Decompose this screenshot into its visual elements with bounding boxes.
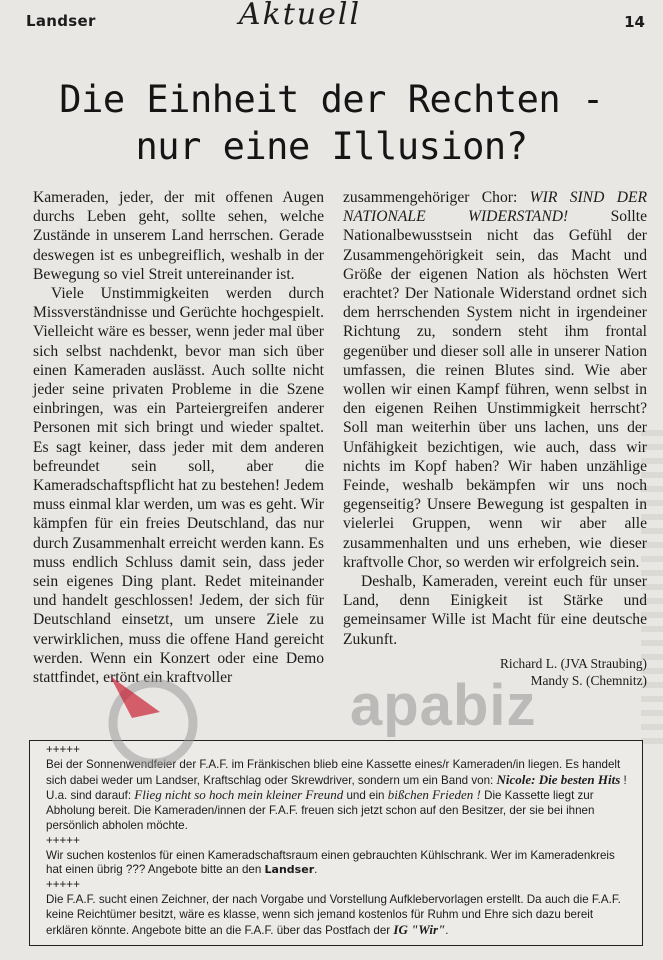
notice-1-album: Nicole: Die besten Hits [496,771,621,787]
paragraph-4: Deshalb, Kameraden, vereint euch für unser Land, denn Einigkeit ist Stärke und gemeinsamer Wille ist Macht für eine deutsche Zukunft. [343,573,647,648]
paragraph-3-start: zusammengehöriger Chor: [343,189,530,206]
watermark-arrow-icon [98,668,208,778]
notice-1-song-2: bißchen Frieden ! [387,787,481,803]
paragraph-1: Kameraden, jeder, der mit offenen Augen durchs Leben geht, sollte sehen, welche Zustände in unserem Land herrschen. Gerade deswegen ist es unbegreiflich, weshalb in der Bewegung so viel Streit untereinander ist. [33,189,324,283]
notice-3-text-a: Die F.A.F. sucht einen Zeichner, der nach Vorgabe und Vorstellung Aufklebervorlagen erstellt. Da auch die F.A.F. keine Reichtümer besitzt, wäre es klasse, wenn sich jemand kostenlos für Ruhm und Ehre sich dazu bereit erklären könnte. Angebote bitte an die F.A.F. über das Postfach der [46,892,621,937]
notice-1-text-a: Bei der Sonnenwendfeier der F.A.F. im Fränkischen blieb eine Kassette eines/r Kameraden/in liegen. Es handelt sich dabei weder um Landser, Kraftschlag oder Skrewdriver, sondern um ein Band von: [46,757,621,787]
notice-1-text-d: Die Kassette liegt zur Abholung bereit. Die Kameraden/innen der F.A.F. freuen sich jetzt schon auf den Besitzer, der sie bei ihnen persönlich abholen möchte. [46,789,595,832]
publication-name: Landser [26,12,96,30]
notice-3-group: IG "Wir" [393,921,446,937]
paragraph-3-rest: Sollte Nationalbewusstsein nicht das Gefühl der Zusammengehörigkeit sein, das Macht und Größe der eigenen Nation als höchsten Wert erachtet? Der Nationale Widerstand ordnet sich dem herrschenden System nicht in irgendeiner Richtung zu, sondern steht ihm frontal gegenüber und dieser soll alle in unserer Nation umfassen, die reinen Blutes sind. Wie aber wollen wir einen Kampf führen, wenn selbst in den eigenen Reihen Unstimmigkeit herrscht? Soll man weiterhin über uns lachen, uns der Unfähigkeit bezichtigen, wie auch, dass wir nichts im Kopf haben? Wir haben unzählige Feinde, weshalb bekämpfen wir uns noch gegenseitig? Unsere Bewegung ist gespalten in vielerlei Gruppen, wenn wir aber alle zusammenhalten und uns erheben, wie dieser kraftvolle Chor, so werden wir erfolgreich sein. [343,208,647,571]
section-heading: Aktuell [238,0,362,32]
watermark-logo: apabiz [350,673,537,738]
signature-2: Mandy S. (Chemnitz) [530,672,647,688]
notice-separator: +++++ [46,743,80,756]
signature-1: Richard L. (JVA Straubing) [499,655,647,671]
notice-separator: +++++ [46,878,80,892]
notice-fridge-wanted [46,849,632,879]
page-number: 14 [624,13,645,31]
title-line-1: Die Einheit der Rechten - [59,78,604,121]
slogan-emphasis: WIR SIND DER NATIONALE WIDERSTAND! [343,189,647,226]
notice-1-text-b: ! U.a. sind darauf: [46,773,627,803]
notice-1-text-c: und ein [343,789,388,803]
notice-2-text-b: . [314,863,318,877]
paragraph-2: Viele Unstimmigkeiten werden durch Missverständnisse und Gerüchte hochgespielt. Vielleicht wäre es besser, wenn jeder mal über sich selbst nachdenkt, bevor man sich über einen Kameraden auslässt. Auch sollte nicht jeder seine privaten Probleme in die Szene einbringen, was ein Parteiergreifen anderer Personen mit sich bringt und wieder spaltet. Es sagt keiner, dass jeder mit dem anderen befreundet sein soll, aber die Kameradschaftspflicht hat zu bestehen! Jedem muss einmal klar werden, um was es geht. Wir kämpfen für ein freies Deutschland, das nur durch Zusammenhalt erreicht werden kann. Es muss endlich Schluss damit sein, dass jeder sein eigenes Ding plant. Redet miteinander und handelt geschlossen! Jedem, der sich für Deutschland einsetzt, um unsere Ziele zu verwirklichen, muss die offene Hand gereicht werden. Wenn ein Konzert oder eine Demo stattfindet, ertönt ein kraftvoller [33,285,324,687]
notice-3-text-b: . [445,923,449,937]
notice-2-text-a: Wir suchen kostenlos für einen Kameradschaftsraum einen gebrauchten Kühlschrank. Wer im Kameradenkreis hat einen übrig ??? Angebote bitte an den [46,848,615,877]
article-title [0,76,663,170]
notice-separator: +++++ [46,833,80,847]
notice-2-publication: Landser [264,863,315,877]
notice-1-song-1: Flieg nicht so hoch mein kleiner Freund [134,787,344,803]
article-column-left [33,188,324,687]
paragraph-3 [343,188,647,572]
notice-illustrator-wanted [46,893,632,938]
title-line-2: nur eine Illusion? [135,125,528,168]
article-column-right [343,188,647,689]
